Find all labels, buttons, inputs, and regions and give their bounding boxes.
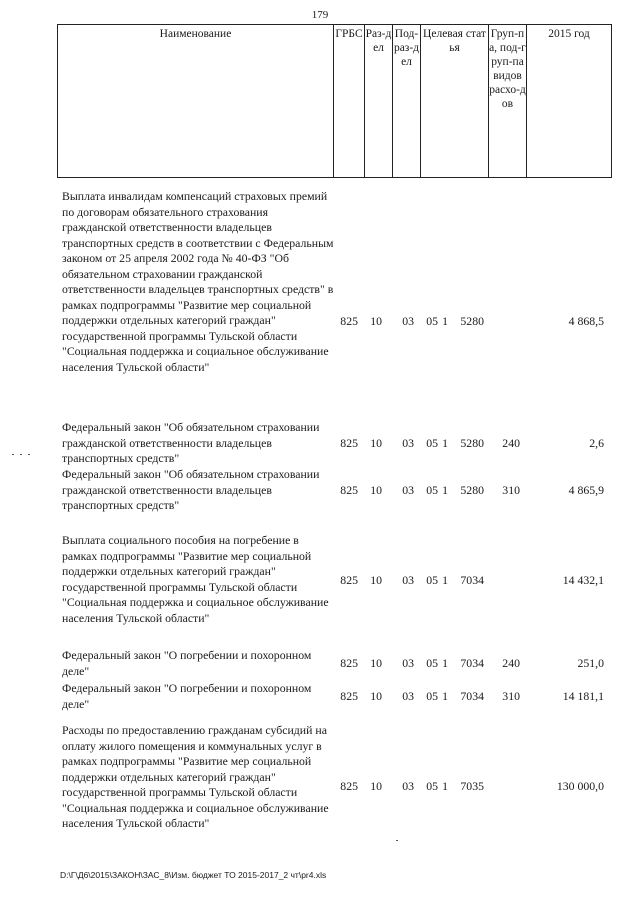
- row-ts3: 5280: [460, 436, 484, 450]
- row-amount: 4 868,5: [568, 314, 604, 328]
- header-target: Целевая статья: [421, 25, 489, 178]
- row-amount: 130 000,0: [556, 779, 604, 793]
- row-grbs: 825: [340, 314, 358, 328]
- row-razdel: 10: [370, 573, 382, 587]
- row-ts3: 5280: [460, 483, 484, 497]
- row-name: Расходы по предоставлению гражданам субсидий на оплату жилого помещения и коммунальных услуг в рамках подпрограммы "Развитие мер социальной поддержки отдельных категорий граждан" государственной программы Тульской области "Социальная поддержка и социальное обслуживание населения Тульской области": [62, 723, 329, 830]
- row-podrazdel: 03: [402, 689, 414, 703]
- row-podrazdel: 03: [402, 656, 414, 670]
- row-razdel: 10: [370, 314, 382, 328]
- row-ts1: 05: [426, 314, 438, 328]
- row-name: Выплата социального пособия на погребение в рамках подпрограммы "Развитие мер социальной поддержки отдельных категорий граждан" государственной программы Тульской области "Социальная поддержка и социальное обслуживание населения Тульской области": [62, 533, 329, 625]
- row-name: Выплата инвалидам компенсаций страховых премий по договорам обязательного страхования гражданской ответственности владельцев транспортных средств в соответствии с Федеральным законом от 25 апреля 2002 года № 40-ФЗ "Об обязательном страховании гражданской ответственности владельцев транспортных средств" в рамках подпрограммы "Развитие мер социальной поддержки отдельных категорий граждан" государственной программы Тульской области "Социальная поддержка и социальное обслуживание населения Тульской области": [62, 189, 334, 374]
- row-name: Федеральный закон "Об обязательном страховании гражданской ответственности владельцев транспортных средств": [62, 420, 320, 465]
- row-ts2: 1: [442, 656, 448, 670]
- row-grbs: 825: [340, 436, 358, 450]
- row-amount: 251,0: [577, 656, 604, 670]
- row-ts1: 05: [426, 436, 438, 450]
- scan-speck: [12, 454, 14, 455]
- row-ts2: 1: [442, 689, 448, 703]
- row-amount: 4 865,9: [568, 483, 604, 497]
- header-podrazdel: Под-раз-дел: [393, 25, 421, 178]
- row-razdel: 10: [370, 779, 382, 793]
- row-ts1: 05: [426, 656, 438, 670]
- row-razdel: 10: [370, 483, 382, 497]
- row-ts3: 7034: [460, 689, 484, 703]
- row-grbs: 825: [340, 779, 358, 793]
- row-name: Федеральный закон "Об обязательном страховании гражданской ответственности владельцев транспортных средств": [62, 467, 320, 512]
- row-vr: 240: [502, 436, 520, 450]
- row-ts3: 7034: [460, 656, 484, 670]
- header-group: Груп-па, под-груп-па видов расхо-дов: [489, 25, 527, 178]
- row-podrazdel: 03: [402, 573, 414, 587]
- row-ts3: 5280: [460, 314, 484, 328]
- row-ts1: 05: [426, 573, 438, 587]
- row-name: Федеральный закон "О погребении и похоронном деле": [62, 681, 312, 711]
- row-name: Федеральный закон "О погребении и похоронном деле": [62, 648, 312, 678]
- table-header: [57, 24, 612, 178]
- scan-speck: [20, 454, 22, 455]
- row-grbs: 825: [340, 656, 358, 670]
- row-razdel: 10: [370, 436, 382, 450]
- row-amount: 2,6: [589, 436, 604, 450]
- row-podrazdel: 03: [402, 483, 414, 497]
- row-amount: 14 181,1: [562, 689, 604, 703]
- row-ts2: 1: [442, 314, 448, 328]
- row-grbs: 825: [340, 483, 358, 497]
- row-podrazdel: 03: [402, 314, 414, 328]
- row-ts1: 05: [426, 483, 438, 497]
- row-ts3: 7035: [460, 779, 484, 793]
- row-vr: 310: [502, 689, 520, 703]
- header-year: 2015 год: [527, 25, 612, 178]
- row-vr: 240: [502, 656, 520, 670]
- scan-speck: [28, 454, 30, 455]
- row-grbs: 825: [340, 573, 358, 587]
- row-razdel: 10: [370, 656, 382, 670]
- row-ts2: 1: [442, 483, 448, 497]
- row-ts2: 1: [442, 573, 448, 587]
- row-ts3: 7034: [460, 573, 484, 587]
- scan-speck: [396, 840, 398, 841]
- row-podrazdel: 03: [402, 779, 414, 793]
- row-vr: 310: [502, 483, 520, 497]
- file-path-footer: D:\Г\Д6\2015\ЗАКОН\ЗАС_8\Изм. бюджет ТО 2015-2017_2 чт\pr4.xls: [60, 870, 327, 880]
- row-ts2: 1: [442, 436, 448, 450]
- row-ts2: 1: [442, 779, 448, 793]
- row-amount: 14 432,1: [562, 573, 604, 587]
- header-name: Наименование: [58, 25, 334, 178]
- row-ts1: 05: [426, 689, 438, 703]
- row-razdel: 10: [370, 689, 382, 703]
- row-grbs: 825: [340, 689, 358, 703]
- row-ts1: 05: [426, 779, 438, 793]
- header-grbs: ГРБС: [334, 25, 365, 178]
- header-razdel: Раз-дел: [365, 25, 393, 178]
- page-number: 179: [311, 9, 329, 21]
- row-podrazdel: 03: [402, 436, 414, 450]
